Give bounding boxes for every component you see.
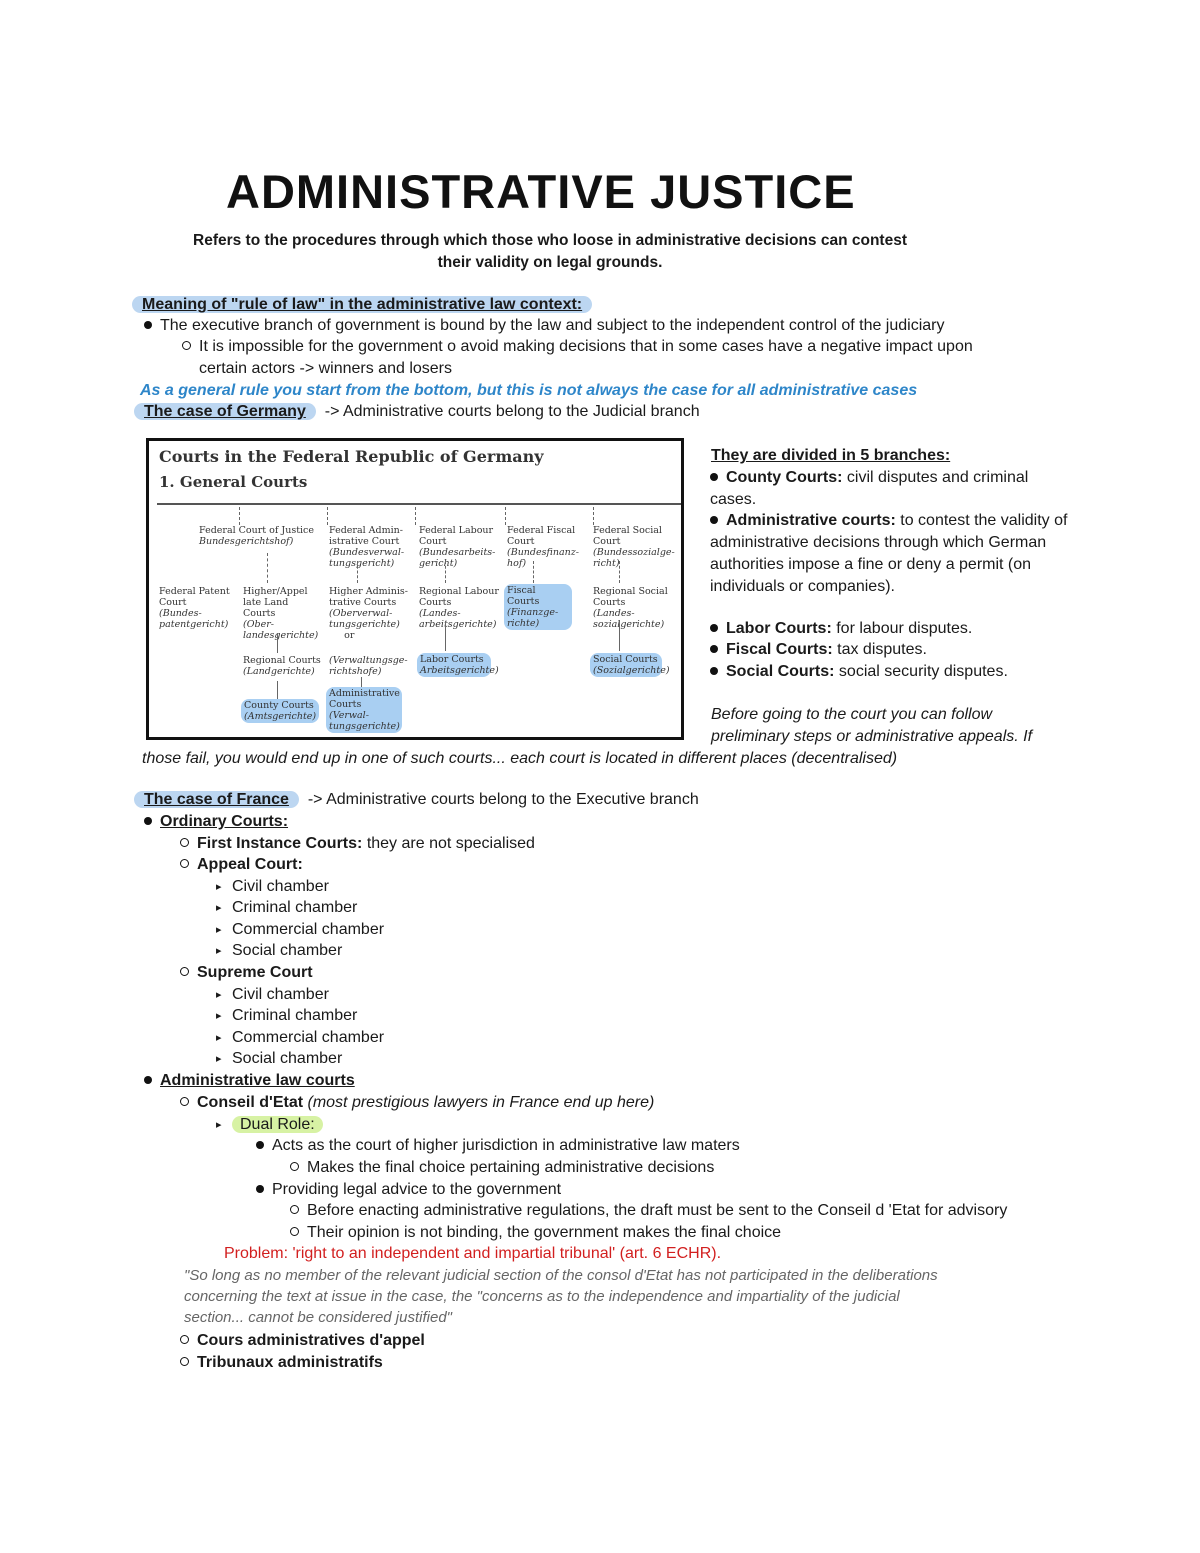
list-item <box>182 336 973 358</box>
list-item: Before enacting administrative regulations, the draft must be sent to the Conseil d 'Etat for advisory <box>290 1200 1007 1222</box>
france-heading <box>134 789 699 811</box>
circle-bullet-icon <box>180 1357 189 1366</box>
court-node: Higher Adminis- trative Courts (Oberverwal- tungsgerichte) or <box>329 586 408 641</box>
list-item: Acts as the court of higher jurisdiction in administrative law maters <box>256 1135 740 1157</box>
connector <box>445 621 447 651</box>
circle-bullet-icon <box>182 341 191 350</box>
bullet-icon <box>710 516 718 524</box>
list-item: ▸ Dual Role: <box>216 1114 323 1137</box>
connector <box>327 507 329 525</box>
quote-line: "So long as no member of the relevant judicial section of the consol d'Etat has not participated in the deliberations <box>184 1267 938 1284</box>
list-item: Appeal Court: <box>180 854 303 876</box>
quote-line: section... cannot be considered justified" <box>184 1309 452 1326</box>
list-item: Fiscal Courts: tax disputes. <box>710 639 1070 661</box>
court-node: Federal Court of Justice Bundesgerichtshof) <box>199 525 315 547</box>
bullet-icon <box>710 645 718 653</box>
court-node: Federal Patent Court (Bundes- patentgericht) <box>159 586 230 630</box>
list-item: ▸ Criminal chamber <box>216 1005 357 1028</box>
court-node: Regional Labour Courts (Landes- arbeitsgerichte) <box>419 586 499 630</box>
list-item: Labor Courts: for labour disputes. <box>710 618 1070 640</box>
list-item: ▸ Civil chamber <box>216 984 329 1007</box>
circle-bullet-icon <box>180 859 189 868</box>
arrow-bullet-icon: ▸ <box>216 924 222 936</box>
subtitle-line: their validity on legal grounds. <box>437 254 663 271</box>
list-item: Supreme Court <box>180 962 313 984</box>
arrow-bullet-icon: ▸ <box>216 1119 222 1131</box>
connector <box>593 507 595 525</box>
court-node-highlighted: Labor Courts Arbeitsgerichte) <box>417 653 491 677</box>
bullet-icon <box>710 624 718 632</box>
list-item: ▸ Social chamber <box>216 1048 342 1071</box>
bullet-icon <box>256 1141 264 1149</box>
list-item: County Courts: civil disputes and criminal cases. <box>710 469 1029 508</box>
arrow-bullet-icon: ▸ <box>216 902 222 914</box>
note-line: preliminary steps or administrative appeals. If <box>711 728 1033 745</box>
german-courts-diagram <box>146 438 684 740</box>
list-item: Ordinary Courts: <box>144 811 288 833</box>
note-line: those fail, you would end up in one of such courts... each court is located in different places (decentralised) <box>142 750 898 767</box>
court-node: Regional Courts (Landgerichte) <box>243 655 321 677</box>
arrow-bullet-icon: ▸ <box>216 945 222 957</box>
list-item: First Instance Courts: they are not specialised <box>180 833 535 855</box>
arrow-bullet-icon: ▸ <box>216 989 222 1001</box>
list-item: Conseil d'Etat (most prestigious lawyers in France end up here) <box>180 1092 654 1114</box>
list-item: Their opinion is not binding, the government makes the final choice <box>290 1222 781 1244</box>
connector <box>619 621 621 651</box>
france-branch-text: -> Administrative courts belong to the Executive branch <box>307 791 699 808</box>
court-node-highlighted: Fiscal Courts (Finanzge- richte) <box>504 584 572 630</box>
rule-of-law-heading <box>132 294 592 316</box>
list-item: Social Courts: social security disputes. <box>710 661 1070 683</box>
bullet-icon <box>144 321 152 329</box>
court-node: Higher/Appel late Land Courts (Ober- landesgerichte) <box>243 586 319 641</box>
connector <box>277 681 279 699</box>
circle-bullet-icon <box>290 1205 299 1214</box>
circle-bullet-icon <box>290 1227 299 1236</box>
germany-heading <box>134 401 700 423</box>
arrow-bullet-icon: ▸ <box>216 1032 222 1044</box>
general-rule-note: As a general rule you start from the bottom, but this is not always the case for all administrative cases <box>140 382 918 399</box>
list-item: Tribunaux administratifs <box>180 1352 383 1374</box>
court-node: Federal Fiscal Court (Bundesfinanz- hof) <box>507 525 579 569</box>
arrow-bullet-icon: ▸ <box>216 881 222 893</box>
connector <box>415 507 417 525</box>
connector <box>533 561 535 583</box>
diagram-subtitle: 1. General Courts <box>159 473 308 491</box>
list-item: ▸ Commercial chamber <box>216 919 384 942</box>
subtitle-line: Refers to the procedures through which those who loose in administrative decisions can contest <box>193 232 907 249</box>
france-heading-text: The case of France <box>134 791 299 808</box>
germany-branch-text: -> Administrative courts belong to the Judicial branch <box>324 403 700 420</box>
list-item: ▸ Civil chamber <box>216 876 329 899</box>
connector <box>619 561 621 583</box>
court-node: Federal Social Court (Bundessozialge- richt) <box>593 525 675 569</box>
quote-line: concerning the text at issue in the case, the "concerns as to the independence and impartiality of the judicial <box>184 1288 900 1305</box>
connector <box>361 677 363 687</box>
circle-bullet-icon <box>290 1162 299 1171</box>
note-line: Before going to the court you can follow <box>711 706 993 723</box>
page-title: ADMINISTRATIVE JUSTICE <box>226 165 856 218</box>
connector <box>277 633 279 653</box>
rule-of-law-heading-text: Meaning of "rule of law" in the administrative law context: <box>132 296 592 313</box>
circle-bullet-icon <box>180 838 189 847</box>
circle-bullet-icon <box>180 967 189 976</box>
list-item-text: It is impossible for the government o avoid making decisions that in some cases have a negative impact upon <box>199 338 973 355</box>
court-node: Federal Labour Court (Bundesarbeits- gericht) <box>419 525 496 569</box>
circle-bullet-icon <box>180 1335 189 1344</box>
list-item-continuation: certain actors -> winners and losers <box>199 360 452 377</box>
germany-heading-text: The case of Germany <box>134 403 316 420</box>
connector <box>267 553 269 583</box>
branches-heading: They are divided in 5 branches: <box>711 447 951 464</box>
list-item: Makes the final choice pertaining administrative decisions <box>290 1157 714 1179</box>
diagram-title: Courts in the Federal Republic of Germany <box>159 447 544 466</box>
problem-note: Problem: 'right to an independent and impartial tribunal' (art. 6 ECHR). <box>224 1245 722 1262</box>
court-node: (Verwaltungsge- richtshofe) <box>329 655 408 677</box>
list-item: Cours administratives d'appel <box>180 1330 425 1352</box>
list-item: Administrative courts: to contest the validity of administrative decisions through which German authorities impose a fine or deny a permit (on individuals or companies). <box>710 512 1068 595</box>
list-item-text: The executive branch of government is bound by the law and subject to the independent control of the judiciary <box>160 317 945 334</box>
court-node-highlighted: County Courts (Amtsgerichte) <box>241 699 319 723</box>
diagram-divider <box>157 503 681 505</box>
list-item <box>144 315 945 337</box>
bullet-icon <box>710 667 718 675</box>
connector <box>357 561 359 583</box>
arrow-bullet-icon: ▸ <box>216 1010 222 1022</box>
arrow-bullet-icon: ▸ <box>216 1053 222 1065</box>
circle-bullet-icon <box>180 1097 189 1106</box>
bullet-icon <box>256 1185 264 1193</box>
bullet-icon <box>144 1076 152 1084</box>
list-item: ▸ Social chamber <box>216 940 342 963</box>
list-item: Administrative law courts <box>144 1070 355 1092</box>
list-item: ▸ Criminal chamber <box>216 897 357 920</box>
connector <box>505 507 507 525</box>
court-node: Federal Admin- istrative Court (Bundesverwal- tungsgericht) <box>329 525 405 569</box>
court-node-highlighted: Social Courts (Sozialgerichte) <box>590 653 662 677</box>
list-item: ▸ Commercial chamber <box>216 1027 384 1050</box>
bullet-icon <box>710 473 718 481</box>
connector <box>239 507 241 525</box>
connector <box>445 561 447 583</box>
list-item: Providing legal advice to the government <box>256 1179 561 1201</box>
court-node-highlighted: Administrative Courts (Verwal- tungsgerichte) <box>326 687 402 733</box>
bullet-icon <box>144 817 152 825</box>
court-node: Regional Social Courts (Landes- sozialgerichte) <box>593 586 668 630</box>
